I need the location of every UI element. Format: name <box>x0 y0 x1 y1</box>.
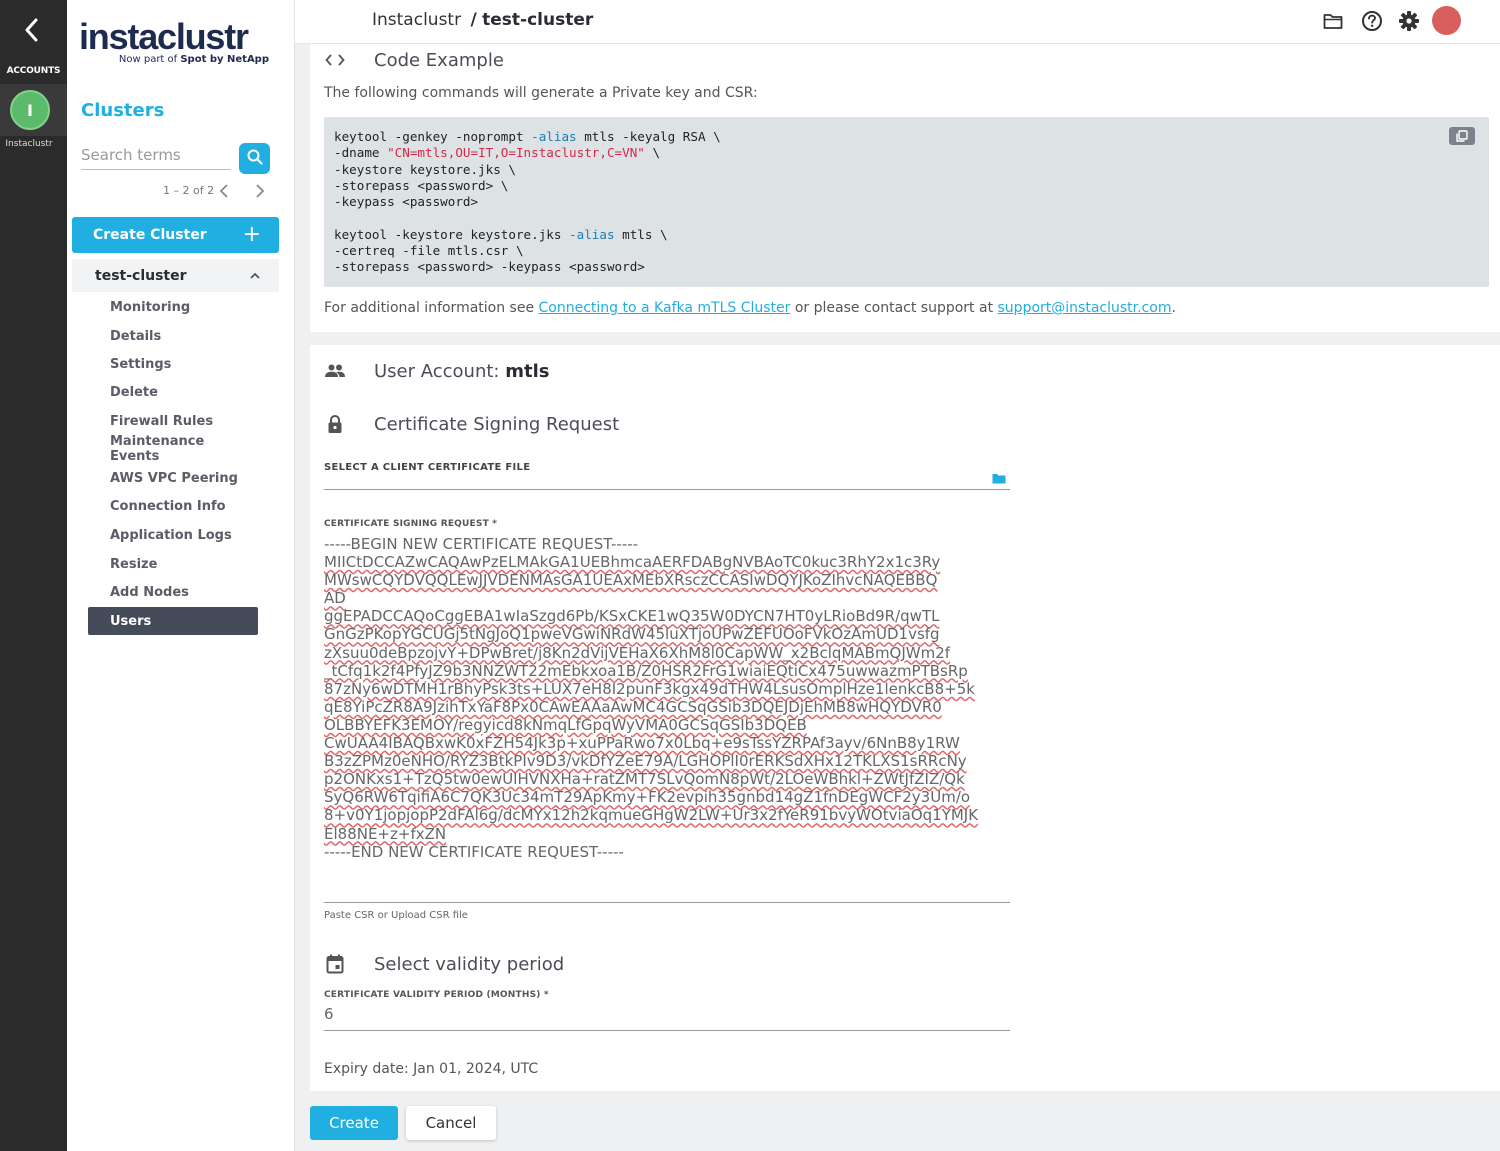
csr-line: GnGzPKopYGCUGj5tNgJoQ1pweVGwiNRdW45luXTjoUPwZEFUOoFVkOzAmUD1vsfg <box>324 625 940 644</box>
back-chevron-icon[interactable] <box>16 12 46 48</box>
accounts-label: ACCOUNTS <box>6 66 61 76</box>
copy-button[interactable] <box>1449 127 1475 145</box>
csr-line: p2ONKxs1+TzQ5tw0ewUlHVNXHa+ratZMT7SLvQomN8pWt/2LOeWBhkl+ZWtJfZIZ/Qk <box>324 770 965 789</box>
validity-period-input[interactable]: 6 <box>324 1005 1010 1031</box>
csr-field-label: CERTIFICATE SIGNING REQUEST * <box>324 519 498 529</box>
csr-line: OLBBYEFK3EMOY/regyicd8kNmqLfGpqWyVMA0GCSqGSIb3DQEB <box>324 715 807 734</box>
sidebar-item-monitoring[interactable]: Monitoring <box>110 299 191 315</box>
sidebar-item-delete[interactable]: Delete <box>110 384 158 400</box>
search-icon <box>247 149 263 169</box>
code-text: keytool -genkey -noprompt -alias mtls -keyalg RSA \ -dname "CN=mtls,OU=IT,O=Instaclustr,C=VN" \ -keystore keystore.jks \ -storepass <password> \ -keypass <password> keytool -keystore keystore.jks -alias mtls \ -certreq -file mtls.csr \ -storepass <password> -keypass <password> <box>334 129 721 275</box>
expiry-date: Expiry date: Jan 01, 2024, UTC <box>324 1061 539 1077</box>
accounts-rail <box>0 0 67 1151</box>
search-button[interactable] <box>239 143 270 174</box>
code-example-title: Code Example <box>374 49 504 71</box>
help-icon[interactable] <box>1360 9 1384 33</box>
validity-field-label: CERTIFICATE VALIDITY PERIOD (MONTHS) * <box>324 990 549 1000</box>
user-account-header <box>324 360 550 382</box>
calendar-icon <box>324 953 346 975</box>
cancel-button[interactable]: Cancel <box>406 1106 496 1140</box>
csr-line: CwUAA4IBAQBxwK0xFZH54Jk3p+xuPPaRwo7x0Lbq+e9sTssYZRPAf3ayv/6NnB8y1RW <box>324 734 960 753</box>
clusters-title: Clusters <box>81 100 165 121</box>
user-account-title <box>374 361 549 382</box>
csr-title: Certificate Signing Request <box>374 413 620 435</box>
csr-line: qE8YiPcZR8A9JzihTxYaF8Px0CAwEAAaAwMC4GCSqGSib3DQEJDjEhMB8wHQYDVR0 <box>324 697 942 716</box>
logo-sub-prefix: Now part of <box>118 54 178 65</box>
breadcrumb-current: test-cluster <box>482 10 594 30</box>
sidebar-item-application-logs[interactable]: Application Logs <box>110 527 232 543</box>
sidebar-item-connection-info[interactable]: Connection Info <box>110 498 226 514</box>
note-prefix: For additional information see <box>324 300 539 316</box>
prev-page-icon[interactable] <box>217 182 231 200</box>
chevron-up-icon <box>249 269 261 285</box>
sidebar-item-firewall-rules[interactable]: Firewall Rules <box>110 413 214 429</box>
instaclustr-logo <box>79 18 279 65</box>
csr-line: MIICtDCCAZwCAQAwPzELMAkGA1UEBhmcaAERFDABgNVBAoTC0kuc3RhY2x1c3Ry <box>324 553 941 572</box>
cluster-search-input[interactable]: Search terms <box>81 144 231 170</box>
cluster-item-test-cluster[interactable] <box>72 259 279 292</box>
note-middle: or please contact support at <box>790 300 998 316</box>
account-avatar[interactable]: I <box>10 90 50 130</box>
sidebar-item-add-nodes[interactable]: Add Nodes <box>110 584 189 600</box>
csr-line: zXsuu0deBpzojvY+DPwBret/j8Kn2dVijVEHaX6XhM8l0CapWW_x2BclqMABmQJWm2f <box>324 643 951 662</box>
csr-hint: Paste CSR or Upload CSR file <box>324 910 468 921</box>
code-icon <box>324 49 346 71</box>
csr-line: SyQ6RW6TqifiA6C7QK3Uc34mT29ApKmy+FK2evpih35gnbd14gZ1fnDEgWCF2y3Um/o <box>324 788 971 807</box>
csr-line: AD <box>324 589 346 608</box>
breadcrumb-separator: / <box>470 10 477 30</box>
support-email-link[interactable]: support@instaclustr.com <box>997 300 1172 316</box>
breadcrumb-root[interactable]: Instaclustr <box>372 10 462 30</box>
csr-line: B3zZPMz0eNHO/RYZ3BtkPIv9D3/vkDfYZeE79A/LGHOPlI0rERKSdXHx12TKLXS1sRRcNy <box>324 752 967 771</box>
user-avatar[interactable] <box>1432 6 1461 35</box>
sidebar-item-resize[interactable]: Resize <box>110 556 158 572</box>
breadcrumb <box>372 10 593 30</box>
additional-info-note <box>324 300 1176 316</box>
csr-header <box>324 413 620 435</box>
sidebar-item-users[interactable]: Users <box>88 607 258 635</box>
csr-line: -----END NEW CERTIFICATE REQUEST----- <box>324 842 624 861</box>
code-example-description: The following commands will generate a Private key and CSR: <box>324 85 758 101</box>
user-account-label: User Account: <box>374 360 500 382</box>
csr-line: -----BEGIN NEW CERTIFICATE REQUEST----- <box>324 535 639 553</box>
account-name: Instaclustr <box>5 139 53 149</box>
code-example-header <box>324 49 504 71</box>
code-block <box>324 117 1489 287</box>
csr-textarea[interactable] <box>324 535 1010 903</box>
folder-icon[interactable] <box>1321 9 1345 33</box>
create-cluster-label: Create Cluster <box>93 227 207 243</box>
sidebar-item-settings[interactable]: Settings <box>110 356 172 372</box>
pager-text: 1 – 2 of 2 <box>163 184 215 197</box>
code-example-panel <box>310 44 1500 332</box>
csr-line: _tCfq1k2f4PfyJZ9b3NNZWT22mEbkxoa1B/Z0HSR2FrG1wiaiEQtiCx475uwwazmPTBsRp <box>324 661 968 680</box>
folder-icon[interactable] <box>992 469 1006 488</box>
people-icon <box>324 360 346 382</box>
create-button[interactable]: Create <box>310 1106 398 1140</box>
sidebar-item-maintenance-events[interactable]: Maintenance Events <box>110 434 205 464</box>
csr-line: MWswCQYDVQQLEwJJVDENMAsGA1UEAxMEbXRsczCCASIwDQYJKoZIhvcNAQEBBQ <box>324 571 938 590</box>
user-account-name: mtls <box>505 360 550 382</box>
next-page-icon[interactable] <box>253 182 267 200</box>
plus-icon: + <box>242 222 261 247</box>
settings-icon[interactable] <box>1397 9 1421 33</box>
csr-line: 87zNy6wDTMH1rBhyPsk3ts+LUX7eH8I2punF3kgx49dTHW4LsusOmplHze1lenkcB8+5k <box>324 679 975 698</box>
validity-header <box>324 953 565 975</box>
sidebar-item-details[interactable]: Details <box>110 328 162 344</box>
csr-line: El88NE+z+fxZN <box>324 824 447 843</box>
csr-line: ggEPADCCAQoCggEBA1wIaSzgd6Pb/KSxCKE1wQ35W0DYCN7HT0yLRioBd9R/qwTL <box>324 607 940 626</box>
client-certificate-file-select[interactable] <box>324 457 1010 490</box>
copy-icon <box>1455 127 1469 146</box>
file-select-label: SELECT A CLIENT CERTIFICATE FILE <box>324 462 531 473</box>
csr-line: 8+v0Y1jopjopP2dFAl6g/dcMYx12h2kqmueGHgW2LW+Ur3x2fYeR91bvyWOtviaOq1YMJK <box>324 806 979 825</box>
csr-form-panel <box>310 345 1500 1091</box>
logo-brand: instaclustr <box>79 16 248 57</box>
side-navigation <box>67 0 295 1151</box>
lock-icon <box>324 413 346 435</box>
logo-sub-bold: Spot by NetApp <box>180 54 269 65</box>
kafka-mtls-docs-link[interactable]: Connecting to a Kafka mTLS Cluster <box>538 300 791 316</box>
sidebar-item-aws-vpc-peering[interactable]: AWS VPC Peering <box>110 470 238 486</box>
validity-title: Select validity period <box>374 953 565 975</box>
note-suffix: . <box>1171 300 1176 316</box>
create-cluster-button[interactable] <box>72 217 279 253</box>
top-bar <box>295 0 1500 44</box>
cluster-name: test-cluster <box>95 267 187 284</box>
